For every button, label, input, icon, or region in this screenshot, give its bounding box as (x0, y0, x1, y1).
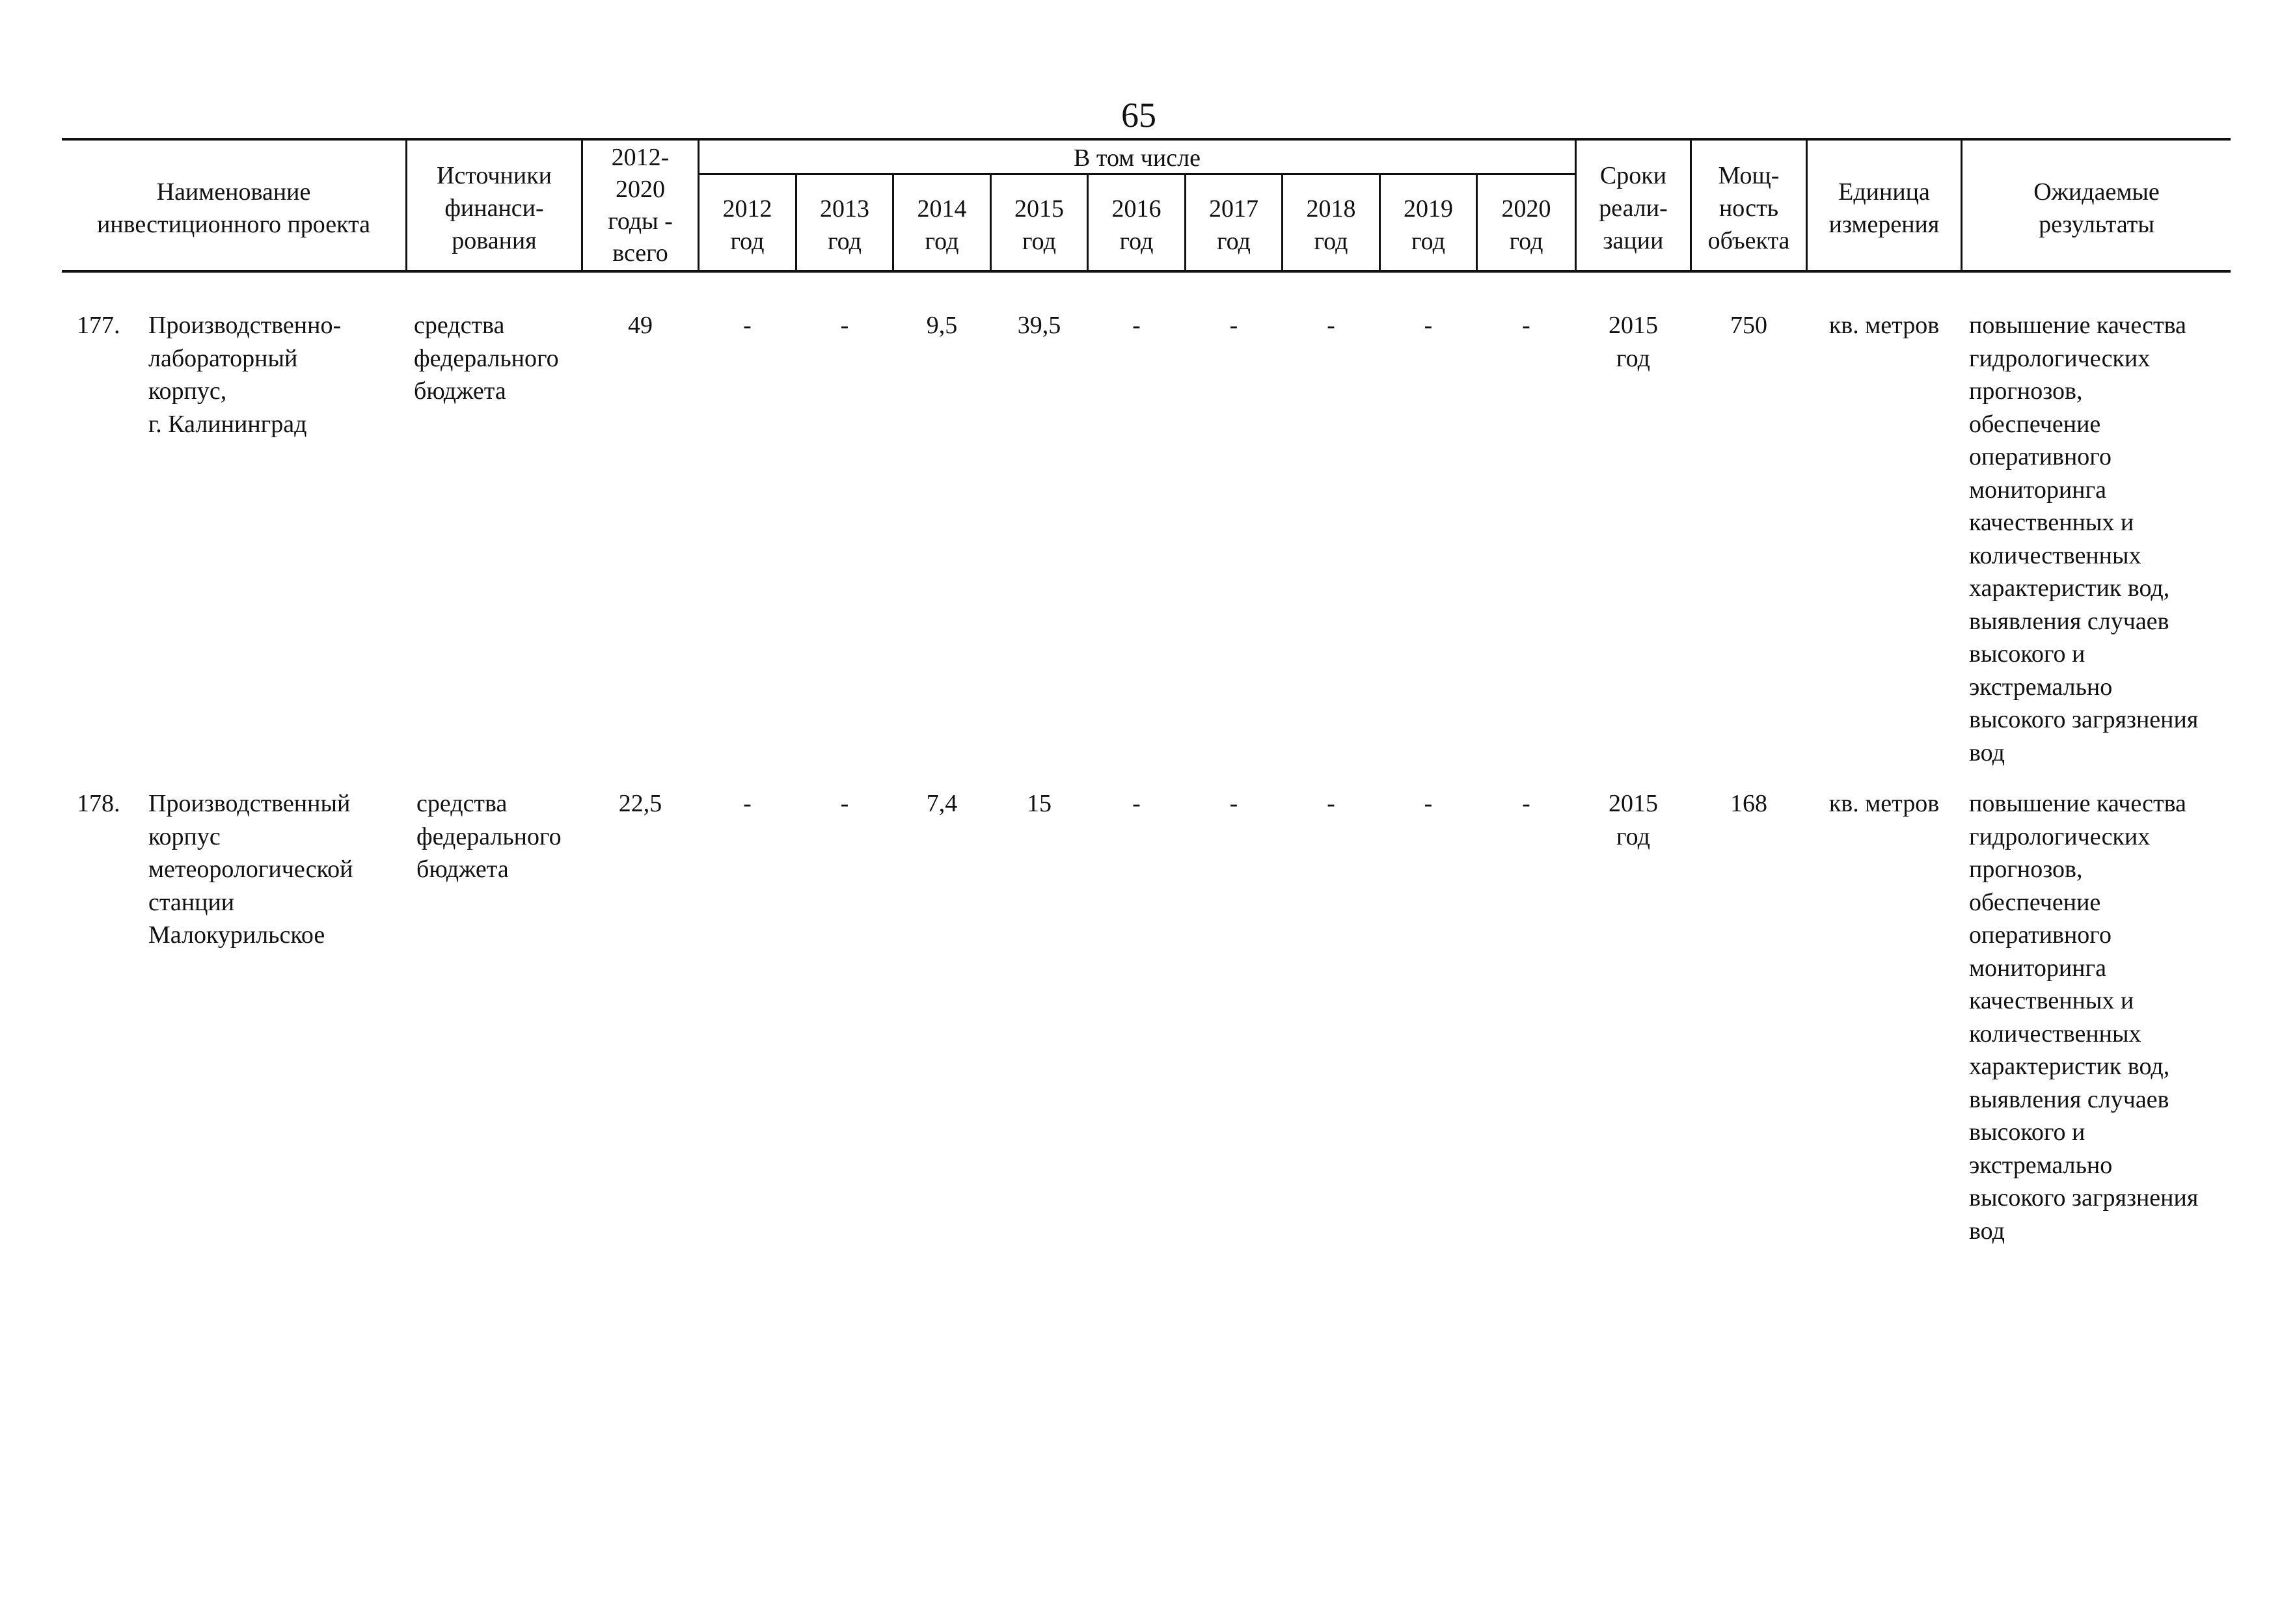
header-project-name: Наименование инвестиционного проекта (96, 178, 371, 238)
total-amount: 22,5 (618, 790, 662, 817)
project-name: Производственный корпус метеорологической станции Малокурильское (148, 790, 353, 949)
year-2015-value: 39,5 (1017, 312, 1061, 339)
year-2018-value: - (1327, 312, 1335, 339)
year-2020-value: - (1522, 790, 1530, 817)
header-year-2016: 2016 год (1111, 195, 1161, 255)
year-2019-value: - (1424, 790, 1433, 817)
year-2012-value: - (743, 790, 752, 817)
year-2013-value: - (840, 790, 849, 817)
year-2014-value: 9,5 (926, 312, 958, 339)
header-implementation-terms: Сроки реали- зации (1599, 162, 1668, 254)
year-2017-value: - (1229, 312, 1238, 339)
year-2013-value: - (840, 312, 849, 339)
header-year-2015: 2015 год (1014, 195, 1064, 255)
header-year-2013: 2013 год (820, 195, 869, 255)
year-2020-value: - (1522, 312, 1530, 339)
financing-source: средства федерального бюджета (414, 312, 559, 405)
capacity-value: 168 (1730, 790, 1767, 817)
capacity-value: 750 (1730, 312, 1767, 339)
header-year-2017: 2017 год (1209, 195, 1258, 255)
implementation-term: 2015 год (1609, 312, 1658, 372)
unit-of-measure: кв. метров (1828, 790, 1940, 817)
year-2017-value: - (1229, 790, 1238, 817)
unit-of-measure: кв. метров (1828, 312, 1940, 339)
header-year-2020: 2020 год (1501, 195, 1551, 255)
header-unit: Единица измерения (1828, 178, 1940, 238)
header-year-2018: 2018 год (1306, 195, 1356, 255)
row-number: 177. (77, 312, 120, 339)
header-year-2014: 2014 год (917, 195, 967, 255)
year-2019-value: - (1424, 312, 1433, 339)
implementation-term: 2015 год (1609, 790, 1658, 850)
header-year-2019: 2019 год (1404, 195, 1453, 255)
header-including: В том числе (1074, 144, 1201, 172)
page-number: 65 (1121, 96, 1156, 135)
row-number: 178. (77, 790, 120, 817)
year-2015-value: 15 (1027, 790, 1052, 817)
project-name: Производственно- лабораторный корпус, г. Калининград (148, 312, 342, 438)
table-header-bottom-border (62, 270, 2231, 273)
header-expected-results: Ожидаемые результаты (2033, 178, 2160, 238)
expected-results: повышение качества гидрологических прогнозов, обеспечение оперативного мониторинга качественных и количественных характеристик вод, выявления случаев высокого и экстремально высокого загрязнения вод (1969, 312, 2199, 766)
year-2012-value: - (743, 312, 752, 339)
year-2018-value: - (1327, 790, 1335, 817)
total-amount: 49 (628, 312, 653, 339)
header-year-2012: 2012 год (722, 195, 772, 255)
table-top-border (62, 138, 2231, 141)
year-2016-value: - (1132, 790, 1141, 817)
expected-results: повышение качества гидрологических прогнозов, обеспечение оперативного мониторинга качественных и количественных характеристик вод, выявления случаев высокого и экстремально высокого загрязнения вод (1969, 790, 2199, 1245)
financing-source: средства федерального бюджета (416, 790, 562, 883)
year-2014-value: 7,4 (926, 790, 958, 817)
year-2016-value: - (1132, 312, 1141, 339)
header-financing-sources: Источники финанси- рования (436, 162, 552, 254)
header-total-2012-2020: 2012- 2020 годы - всего (608, 144, 673, 267)
header-capacity: Мощ- ность объекта (1707, 162, 1790, 254)
